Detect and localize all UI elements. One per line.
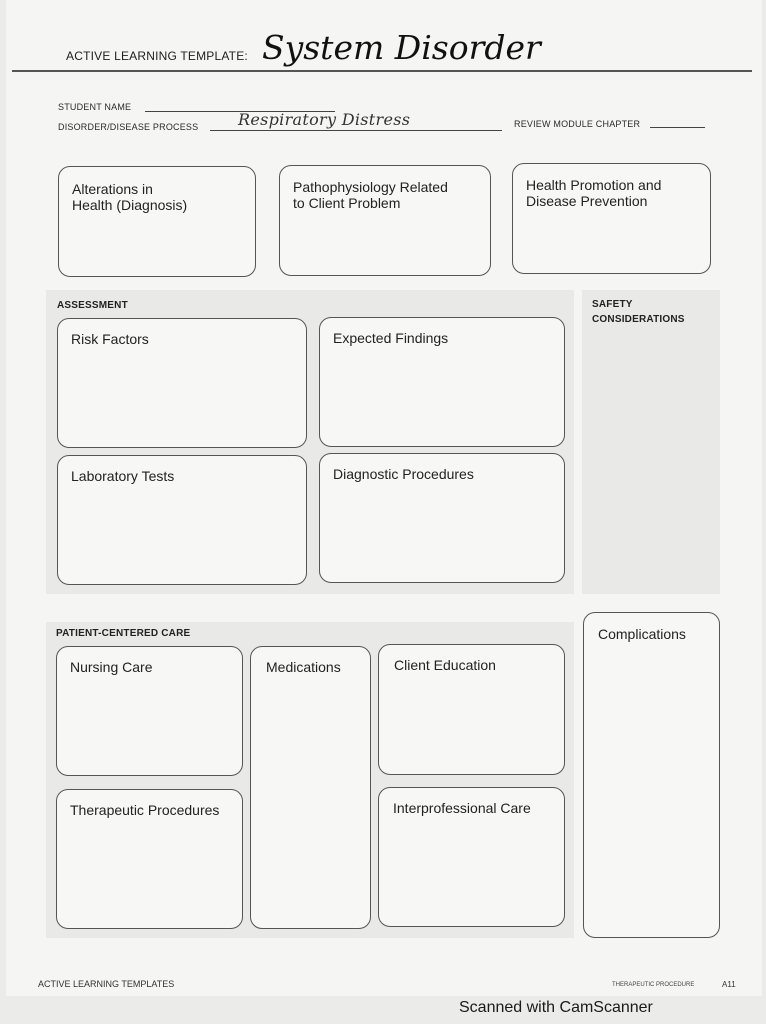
- safety-title: SAFETY CONSIDERATIONS: [592, 299, 685, 325]
- disorder-line[interactable]: [210, 130, 502, 131]
- client-education-box[interactable]: [378, 644, 565, 775]
- complications-label: Complications: [598, 626, 686, 642]
- medications-label: Medications: [266, 659, 341, 675]
- alterations-label: Alterations in Health (Diagnosis): [72, 181, 188, 213]
- medications-box[interactable]: [250, 646, 371, 929]
- risk-factors-label: Risk Factors: [71, 331, 149, 347]
- expected-findings-label: Expected Findings: [333, 330, 449, 346]
- page-number: A11: [722, 980, 736, 989]
- title-divider: [12, 70, 752, 72]
- template-title: System Disorder: [262, 28, 541, 67]
- complications-box[interactable]: [583, 612, 720, 938]
- client-education-label: Client Education: [394, 657, 496, 673]
- pathophysiology-box[interactable]: [279, 165, 491, 276]
- template-label: ACTIVE LEARNING TEMPLATE:: [66, 49, 248, 63]
- disorder-value: Respiratory Distress: [238, 110, 411, 129]
- health-promotion-label: Health Promotion and Disease Prevention: [526, 177, 662, 209]
- safety-shade: [582, 290, 720, 594]
- laboratory-tests-box[interactable]: [57, 455, 307, 585]
- review-module-label: REVIEW MODULE CHAPTER: [514, 119, 641, 129]
- disorder-label: DISORDER/DISEASE PROCESS: [58, 122, 199, 132]
- footer-right-text: THERAPEUTIC PROCEDURE: [612, 982, 695, 988]
- risk-factors-box[interactable]: [57, 318, 307, 448]
- assessment-title: ASSESSMENT: [57, 300, 128, 311]
- interprofessional-care-box[interactable]: [378, 787, 565, 927]
- pathophysiology-label: Pathophysiology Related to Client Problem: [293, 179, 448, 211]
- scanner-watermark: Scanned with CamScanner: [459, 999, 653, 1016]
- therapeutic-procedures-box[interactable]: [56, 789, 243, 929]
- diagnostic-procedures-label: Diagnostic Procedures: [333, 466, 474, 482]
- expected-findings-box[interactable]: [319, 317, 565, 447]
- laboratory-tests-label: Laboratory Tests: [71, 468, 175, 484]
- student-name-label: STUDENT NAME: [58, 102, 132, 112]
- health-promotion-box[interactable]: [512, 163, 711, 274]
- nursing-care-label: Nursing Care: [70, 659, 153, 675]
- nursing-care-box[interactable]: [56, 646, 243, 776]
- therapeutic-procedures-label: Therapeutic Procedures: [70, 802, 220, 818]
- alterations-box[interactable]: [58, 166, 256, 277]
- footer-left-text: ACTIVE LEARNING TEMPLATES: [38, 979, 175, 989]
- diagnostic-procedures-box[interactable]: [319, 453, 565, 583]
- interprofessional-care-label: Interprofessional Care: [393, 800, 531, 816]
- patient-care-title: PATIENT-CENTERED CARE: [56, 628, 191, 639]
- review-module-line[interactable]: [650, 127, 705, 128]
